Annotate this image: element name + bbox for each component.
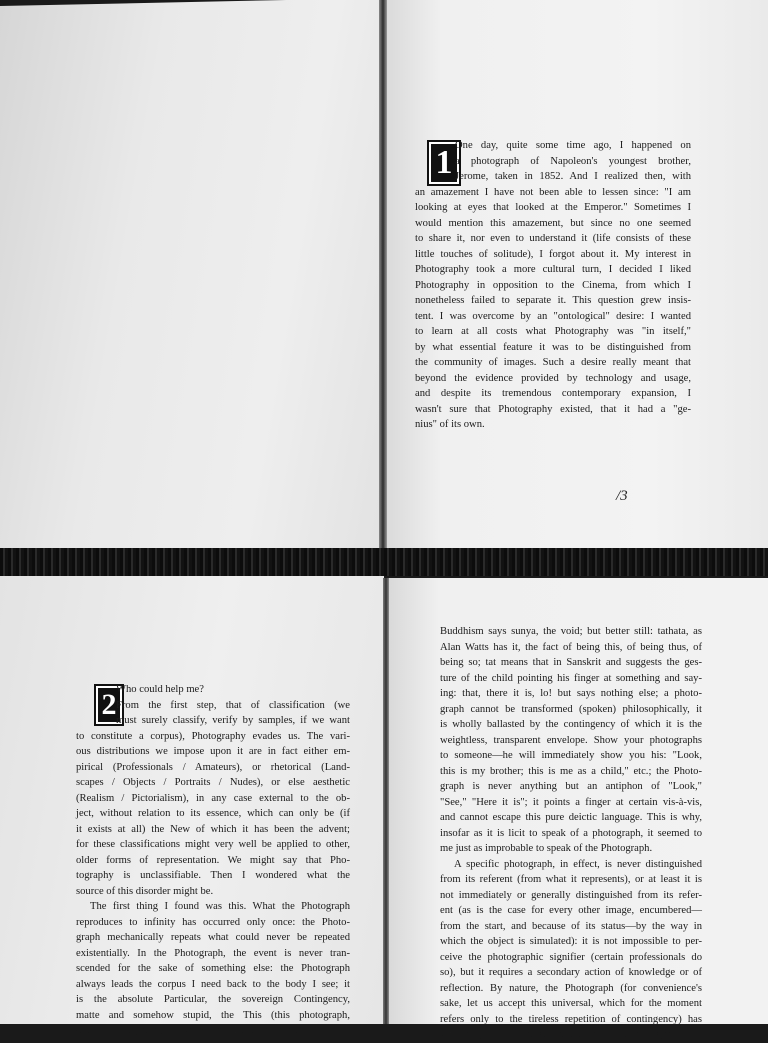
text-line: older forms of representation. We might say that Pho- [76, 854, 350, 866]
text-line: insofar as it is licit to speak of a photograph, it seemed to [440, 827, 702, 839]
text-line: nius" of its own. [415, 419, 485, 430]
continuation-text [440, 624, 702, 1043]
text-line: ceive the photographic signifier (certain professionals do [440, 951, 702, 963]
text-line: from the start, and because of its status—by the way in [440, 920, 702, 932]
text-line: One day, quite some time ago, I happened on [455, 140, 691, 151]
text-line: graph is never anything but an antiphon of "Look," [440, 781, 702, 792]
text-line: Jerome, taken in 1852. And I realized then, with [455, 171, 691, 182]
text-line: it exists at all) the New of which it has been the advent; [76, 823, 350, 835]
text-line: wasn't sure that Photography existed, that it had a "ge- [415, 403, 691, 415]
text-line: refers only to the tireless repetition of contingency) has [440, 1013, 702, 1025]
text-line: so), but it requires a secondary action of knowledge or of [440, 967, 702, 978]
text-line: to someone—he will immediately show you his: "Look, [440, 750, 702, 761]
text-line: reflection. By nature, the Photograph (for convenience's [440, 982, 702, 994]
text-line: beyond the evidence provided by technology and usage, [415, 372, 691, 384]
text-line: From the first step, that of classification (we [116, 699, 350, 711]
text-line: source of this disorder might be. [76, 885, 214, 897]
blank-page-left-top [0, 0, 384, 566]
text-line: graph cannot be transformed (spoken) philosophically, it [440, 703, 702, 715]
chapter-2-text [76, 682, 350, 1039]
text-line: by what essential feature it was to be distinguished from [415, 341, 691, 353]
text-line: something tautological about it: a pipe, here, is always [440, 1029, 671, 1040]
text-line: this is my brother; this is me as a child," etc.; the Photo- [440, 765, 702, 777]
text-line: (Realism / Pictorialism), in any case external to the ob- [76, 792, 350, 804]
text-line: tent. I was overcome by an "ontological" desire: I wanted [415, 310, 691, 322]
text-line: to learn at all costs what Photography was "in itself," [415, 326, 691, 337]
text-line: me just as improbable to speak of the Photograph. [440, 843, 653, 854]
scan-gutter [0, 548, 768, 576]
text-line: pirical (Professionals / Amateurs), or rhetorical (Land- [76, 761, 350, 773]
text-line: scended for the sake of something else: the Photograph [76, 963, 350, 974]
text-line: and cannot escape this pure deictic language. This is why, [440, 812, 702, 823]
text-line: nonetheless failed to separate it. This question grew insis- [415, 295, 691, 306]
text-line: ent (as is the case for every other image, encumbered— [440, 905, 702, 916]
chapter-number-badge: 1 [427, 140, 461, 186]
text-line: which the object is simulated): it is not impossible to per- [440, 936, 702, 947]
text-line: "See," "Here it is"; it points a finger at certain vis-à-vis, [440, 796, 702, 808]
chapter-number-badge: 2 [94, 684, 124, 726]
text-line: an amazement I have not been able to lessen since: "I am [415, 186, 691, 198]
text-line: Buddhism says sunya, the void; but better still: tathata, as [440, 626, 702, 637]
text-line: little touches of solitude), I forgot about it. My interest in [415, 248, 691, 260]
text-line: tography is unclassifiable. Then I wondered what the [76, 870, 350, 881]
text-line: scapes / Objects / Portraits / Nudes), or else aesthetic [76, 777, 350, 788]
text-line: Photography took a more cultural turn, I decided I liked [415, 264, 691, 275]
text-line: Photography in opposition to the Cinema, from which I [415, 279, 691, 291]
text-line: would mention this amazement, but since no one seemed [415, 217, 691, 229]
text-line: to constitute a corpus), Photography evades us. The vari- [76, 730, 350, 742]
text-line: Alan Watts has it, the fact of being this, of being thus, of [440, 641, 702, 653]
text-line: ous distributions we impose upon it are in fact either em- [76, 746, 350, 757]
text-line: for these classifications might very well be applied to other, [76, 839, 350, 850]
text-line: sake, let us accept this universal, which for the moment [440, 998, 702, 1009]
text-line: ture of the child pointing his finger at something and say- [440, 672, 702, 684]
text-line: a photograph of Napoleon's youngest brother, [455, 155, 691, 167]
text-line: not immediately or generally distinguished from its refer- [440, 889, 702, 901]
text-line: Who could help me? [116, 684, 204, 695]
text-line: looking at eyes that looked at the Emperor." Sometimes I [415, 202, 691, 213]
text-line: existentially. In the Photograph, the event is never tran- [76, 947, 350, 959]
text-line: reproduces to infinity has occurred only once: the Photo- [76, 916, 350, 928]
text-line: is wholly ballasted by the contingency of which it is the [440, 719, 702, 730]
text-line: matte and somehow stupid, the This (this photograph, [76, 1009, 350, 1021]
text-line: weightless, transparent envelope. Show your photographs [440, 734, 702, 746]
chapter-1-text [415, 138, 691, 433]
text-line: being so; tat means that in Sanskrit and suggests the ges- [440, 657, 702, 668]
text-line: graph mechanically repeats what could never be repeated [76, 932, 350, 943]
text-line: the community of images. Such a desire really meant that [415, 357, 691, 368]
book-spine-top [379, 0, 387, 560]
text-line: ject, without relation to its essence, which can only be (if [76, 808, 350, 819]
page-number: /3 [616, 488, 628, 504]
book-spine-bottom [383, 578, 389, 1024]
text-line: from its referent (from what it represents), or at least it is [440, 874, 702, 885]
text-line: and not Photography), in short, what Lacan calls the [76, 1025, 298, 1036]
text-line: ing: that, there it is, lo! but says nothing else; a photo- [440, 688, 702, 699]
text-line: A specific photograph, in effect, is never distinguished [454, 858, 702, 870]
text-line: and despite its tremendous contemporary expansion, I [415, 388, 691, 399]
text-line: to share it, nor even to understand it (life consists of these [415, 233, 691, 244]
text-line: must surely classify, verify by samples, if we want [116, 715, 350, 726]
text-line: always leads the corpus I need back to the body I see; it [76, 978, 350, 990]
text-line: The first thing I found was this. What the Photograph [90, 901, 350, 912]
text-line: is the absolute Particular, the sovereign Contingency, [76, 994, 350, 1005]
